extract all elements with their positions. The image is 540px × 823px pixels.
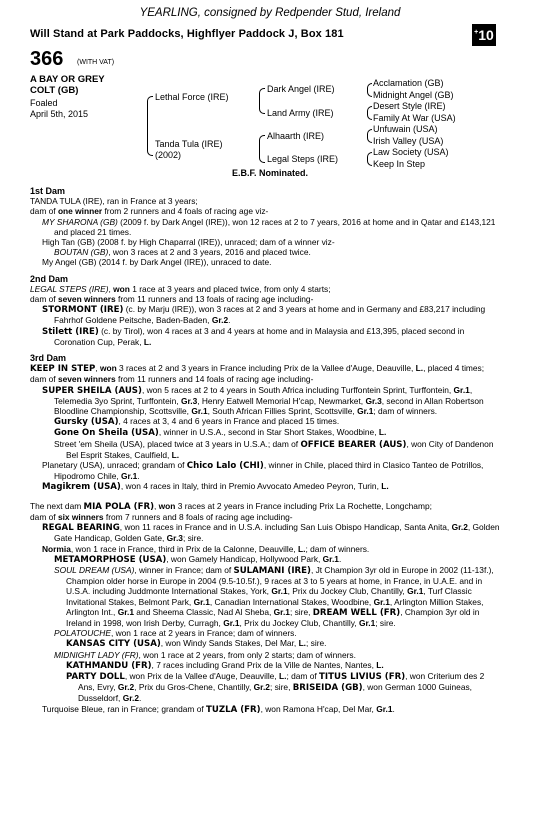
progeny-entry: Planetary (USA), unraced; grandam of Chico Lalo (CHI), winner in Chile, placed third in Clasico Tanteo de Potrillos, Hipodromo Chile, Gr.1. <box>42 460 484 482</box>
progeny-entry: BOUTAN (GB), won 3 races at 2 and 3 years, 2016 and placed twice. <box>54 247 311 258</box>
lot-tag-plus: + <box>474 29 479 36</box>
progeny-entry: PARTY DOLL, won Prix de la Vallee d'Auge, Deauville, L.; dam of TITUS LIVIUS (FR), won Criterium des 2 Ans, Evry, Gr.2, Prix du Gros-Chene, Chantilly, Gr.2; sire, BRISEIDA (GB), won German 1000 Guineas, Dusseldorf, Gr.2. <box>66 670 485 704</box>
dam-line: dam of seven winners from 11 runners and 14 foals of racing age including- <box>30 374 314 385</box>
progeny-entry: KATHMANDU (FR), 7 races including Grand Prix de la Ville de Nantes, Nantes, L. <box>66 659 384 671</box>
lot-tag-number: 10 <box>478 27 494 43</box>
pedigree-dss: Unfuwain (USA) <box>373 124 438 134</box>
brace-sd <box>367 106 372 120</box>
lot-vat: (WITH VAT) <box>77 59 115 66</box>
progeny-entry: Turquoise Bleue, ran in France; grandam of TUZLA (FR), won Ramona H'cap, Del Mar, Gr.1. <box>42 703 395 715</box>
pedigree-dam-sire: Alhaarth (IRE) <box>267 131 325 141</box>
foaled-label: Foaled <box>30 98 58 108</box>
pedigree-sire-dam: Land Army (IRE) <box>267 108 334 118</box>
lot-foaled <box>30 98 88 120</box>
pedigree-sire: Lethal Force (IRE) <box>155 92 229 102</box>
dam-line: dam of six winners from 7 runners and 8 foals of racing age including- <box>30 511 293 522</box>
progeny-entry: Gursky (USA), 4 races at 3, 4 and 6 years in France and placed 15 times. <box>54 416 340 428</box>
progeny-entry: POLATOUCHE, won 1 race at 2 years in France; dam of winners. <box>54 628 297 639</box>
brace-ds <box>367 129 372 143</box>
lot-tag <box>472 24 496 46</box>
pedigree-sss: Acclamation (GB) <box>373 78 444 88</box>
progeny-entry: STORMONT (IRE) (c. by Marju (IRE)), won 3 races at 2 and 3 years at home and in Germany and £83,217 including Fahrhof Goldene Peitsche, Baden-Baden, Gr.2. <box>42 304 486 326</box>
progeny-entry: Magikrem (USA), won 4 races in Italy, third in Premio Avvocato Amedeo Peyron, Turin, L. <box>42 481 389 493</box>
consignor-line: YEARLING, consigned by Redpender Stud, Ireland <box>139 7 401 19</box>
brace-ss <box>367 83 372 97</box>
brace-dd <box>367 152 372 166</box>
pedigree-dam: Tanda Tula (IRE) <box>155 139 223 149</box>
lot-desc-line2: COLT (GB) <box>30 85 79 96</box>
progeny-entry: My Angel (GB) (2014 f. by Dark Angel (IRE)), unraced to date. <box>42 257 272 268</box>
stand-location: Will Stand at Park Paddocks, Highflyer Paddock J, Box 181 <box>30 28 344 40</box>
first-dam-heading: 1st Dam <box>30 186 66 196</box>
pedigree-dam-dam: Legal Steps (IRE) <box>267 154 339 164</box>
pedigree-brace-dam <box>259 135 265 163</box>
progeny-entry: Street 'em Sheila (USA), placed twice at 3 years in U.S.A.; dam of OFFICE BEARER (AUS), won City of Dandenon Bel Esprit Stakes, Caulfield, L. <box>54 438 494 460</box>
lot-number: 366 <box>30 48 64 70</box>
progeny-entry: Normia, won 1 race in France, third in Prix de la Calonne, Deauville, L.; dam of winners. <box>42 543 370 554</box>
dam-line: The next dam MIA POLA (FR), won 3 races at 2 years in France including Prix La Rochette, Longchamp; <box>30 500 432 512</box>
pedigree-brace-main <box>147 96 153 156</box>
lot-description <box>30 74 105 96</box>
progeny-entry: SUPER SHEILA (AUS), won 5 races at 2 to 4 years in South Africa including Turffontein Sprint, Turffontein, Gr.1, Telemedia 3yo Sprint, Turffontein, Gr.3, Henry Eatwell Memorial H'cap, Newmarket, Gr.3, second in Allan Robertson Bloodline Championship, Scottsville, Gr.1, South African Fillies Sprint, Scottsville, Gr.1; dam of winners. <box>42 384 484 417</box>
progeny-entry: MY SHARONA (GB) (2009 f. by Dark Angel (IRE)), won 12 races at 2 to 7 years, 2016 at home and in Qatar and £143,121 and placed 21 times. <box>42 216 496 237</box>
progeny-entry: METAMORPHOSE (USA), won Gamely Handicap, Hollywood Park, Gr.1. <box>54 553 342 565</box>
pedigree-dam-year: (2002) <box>155 150 182 160</box>
progeny-entry: High Tan (GB) (2008 f. by High Chaparral (IRE)), unraced; dam of a winner viz- <box>42 237 335 248</box>
pedigree-dds: Law Society (USA) <box>373 147 449 157</box>
ebf-nominated: E.B.F. Nominated. <box>231 168 308 178</box>
progeny-entry: Stilett (IRE) (c. by Tirol), won 4 races at 3 and 4 years at home and in Malaysia and £13,395, placed second in Coronation Cup, Perak, L. <box>42 325 465 347</box>
dam-line: dam of seven winners from 11 runners and 13 foals of racing age including- <box>30 294 314 305</box>
third-dam-heading: 3rd Dam <box>30 353 67 364</box>
pedigree-dsd: Irish Valley (USA) <box>373 136 444 146</box>
pedigree-brace-sire <box>259 88 265 114</box>
pedigree-sds: Desert Style (IRE) <box>373 101 446 111</box>
second-dam-heading: 2nd Dam <box>30 273 69 284</box>
dam-line: KEEP IN STEP, won 3 races at 2 and 3 years in France including Prix de la Vallee d'Auge, Deauville, L., placed 4 times; <box>30 363 485 375</box>
lot-desc-line1: A BAY OR GREY <box>30 74 105 85</box>
pedigree-ddd: Keep In Step <box>373 159 426 169</box>
progeny-entry: Gone On Sheila (USA), winner in U.S.A., second in Star Short Stakes, Woodbine, L. <box>54 427 387 439</box>
dam-line: dam of one winner from 2 runners and 4 foals of racing age viz- <box>30 206 269 217</box>
progeny-entry: MIDNIGHT LADY (FR), won 1 race at 2 years, from only 2 starts; dam of winners. <box>54 649 356 660</box>
pedigree-ssd: Midnight Angel (GB) <box>373 90 454 100</box>
dam-line: TANDA TULA (IRE), ran in France at 3 years; <box>30 196 198 207</box>
progeny-entry: REGAL BEARING, won 11 races in France and in U.S.A. including San Luis Obispo Handicap, Santa Anita, Gr.2, Golden Gate Handicap, Golden Gate, Gr.3; sire. <box>42 522 500 544</box>
progeny-entry: SOUL DREAM (USA), winner in France; dam of SULAMANI (IRE), Jt Champion 3yr old in Europe in 2002 (11-13f.), Champion older horse in Europe in 2004 (9.5-10.5f.), 9 races at 3 to 5 years at home, in France, in U.A.E. and in U.S.A. including Juddmonte International Stakes, York, Gr.1, Prix du Jockey Club, Chantilly, Gr.1, Turf Classic Invitational Stakes, Belmont Park, Gr.1, Canadian International Stakes, Woodbine, Gr.1, Arlington Million Stakes, Arlington Int., Gr.1 and Sheema Classic, Nad Al Sheba, Gr.1; sire, DREAM WELL (FR), Champion 3yr old in Ireland in 1998, won Irish Derby, Curragh, Gr.1, Prix du Jockey Club, Chantilly, Gr.1; sire. <box>54 564 494 628</box>
pedigree-sdd: Family At War (USA) <box>373 113 456 123</box>
pedigree-sire-sire: Dark Angel (IRE) <box>267 84 335 94</box>
progeny-entry: KANSAS CITY (USA), won Windy Sands Stakes, Del Mar, L.; sire. <box>66 638 327 650</box>
dam-line: LEGAL STEPS (IRE), won 1 race at 3 years and placed twice, from only 4 starts; <box>30 283 331 294</box>
foaled-date: April 5th, 2015 <box>30 109 89 119</box>
family-notes <box>30 186 500 715</box>
